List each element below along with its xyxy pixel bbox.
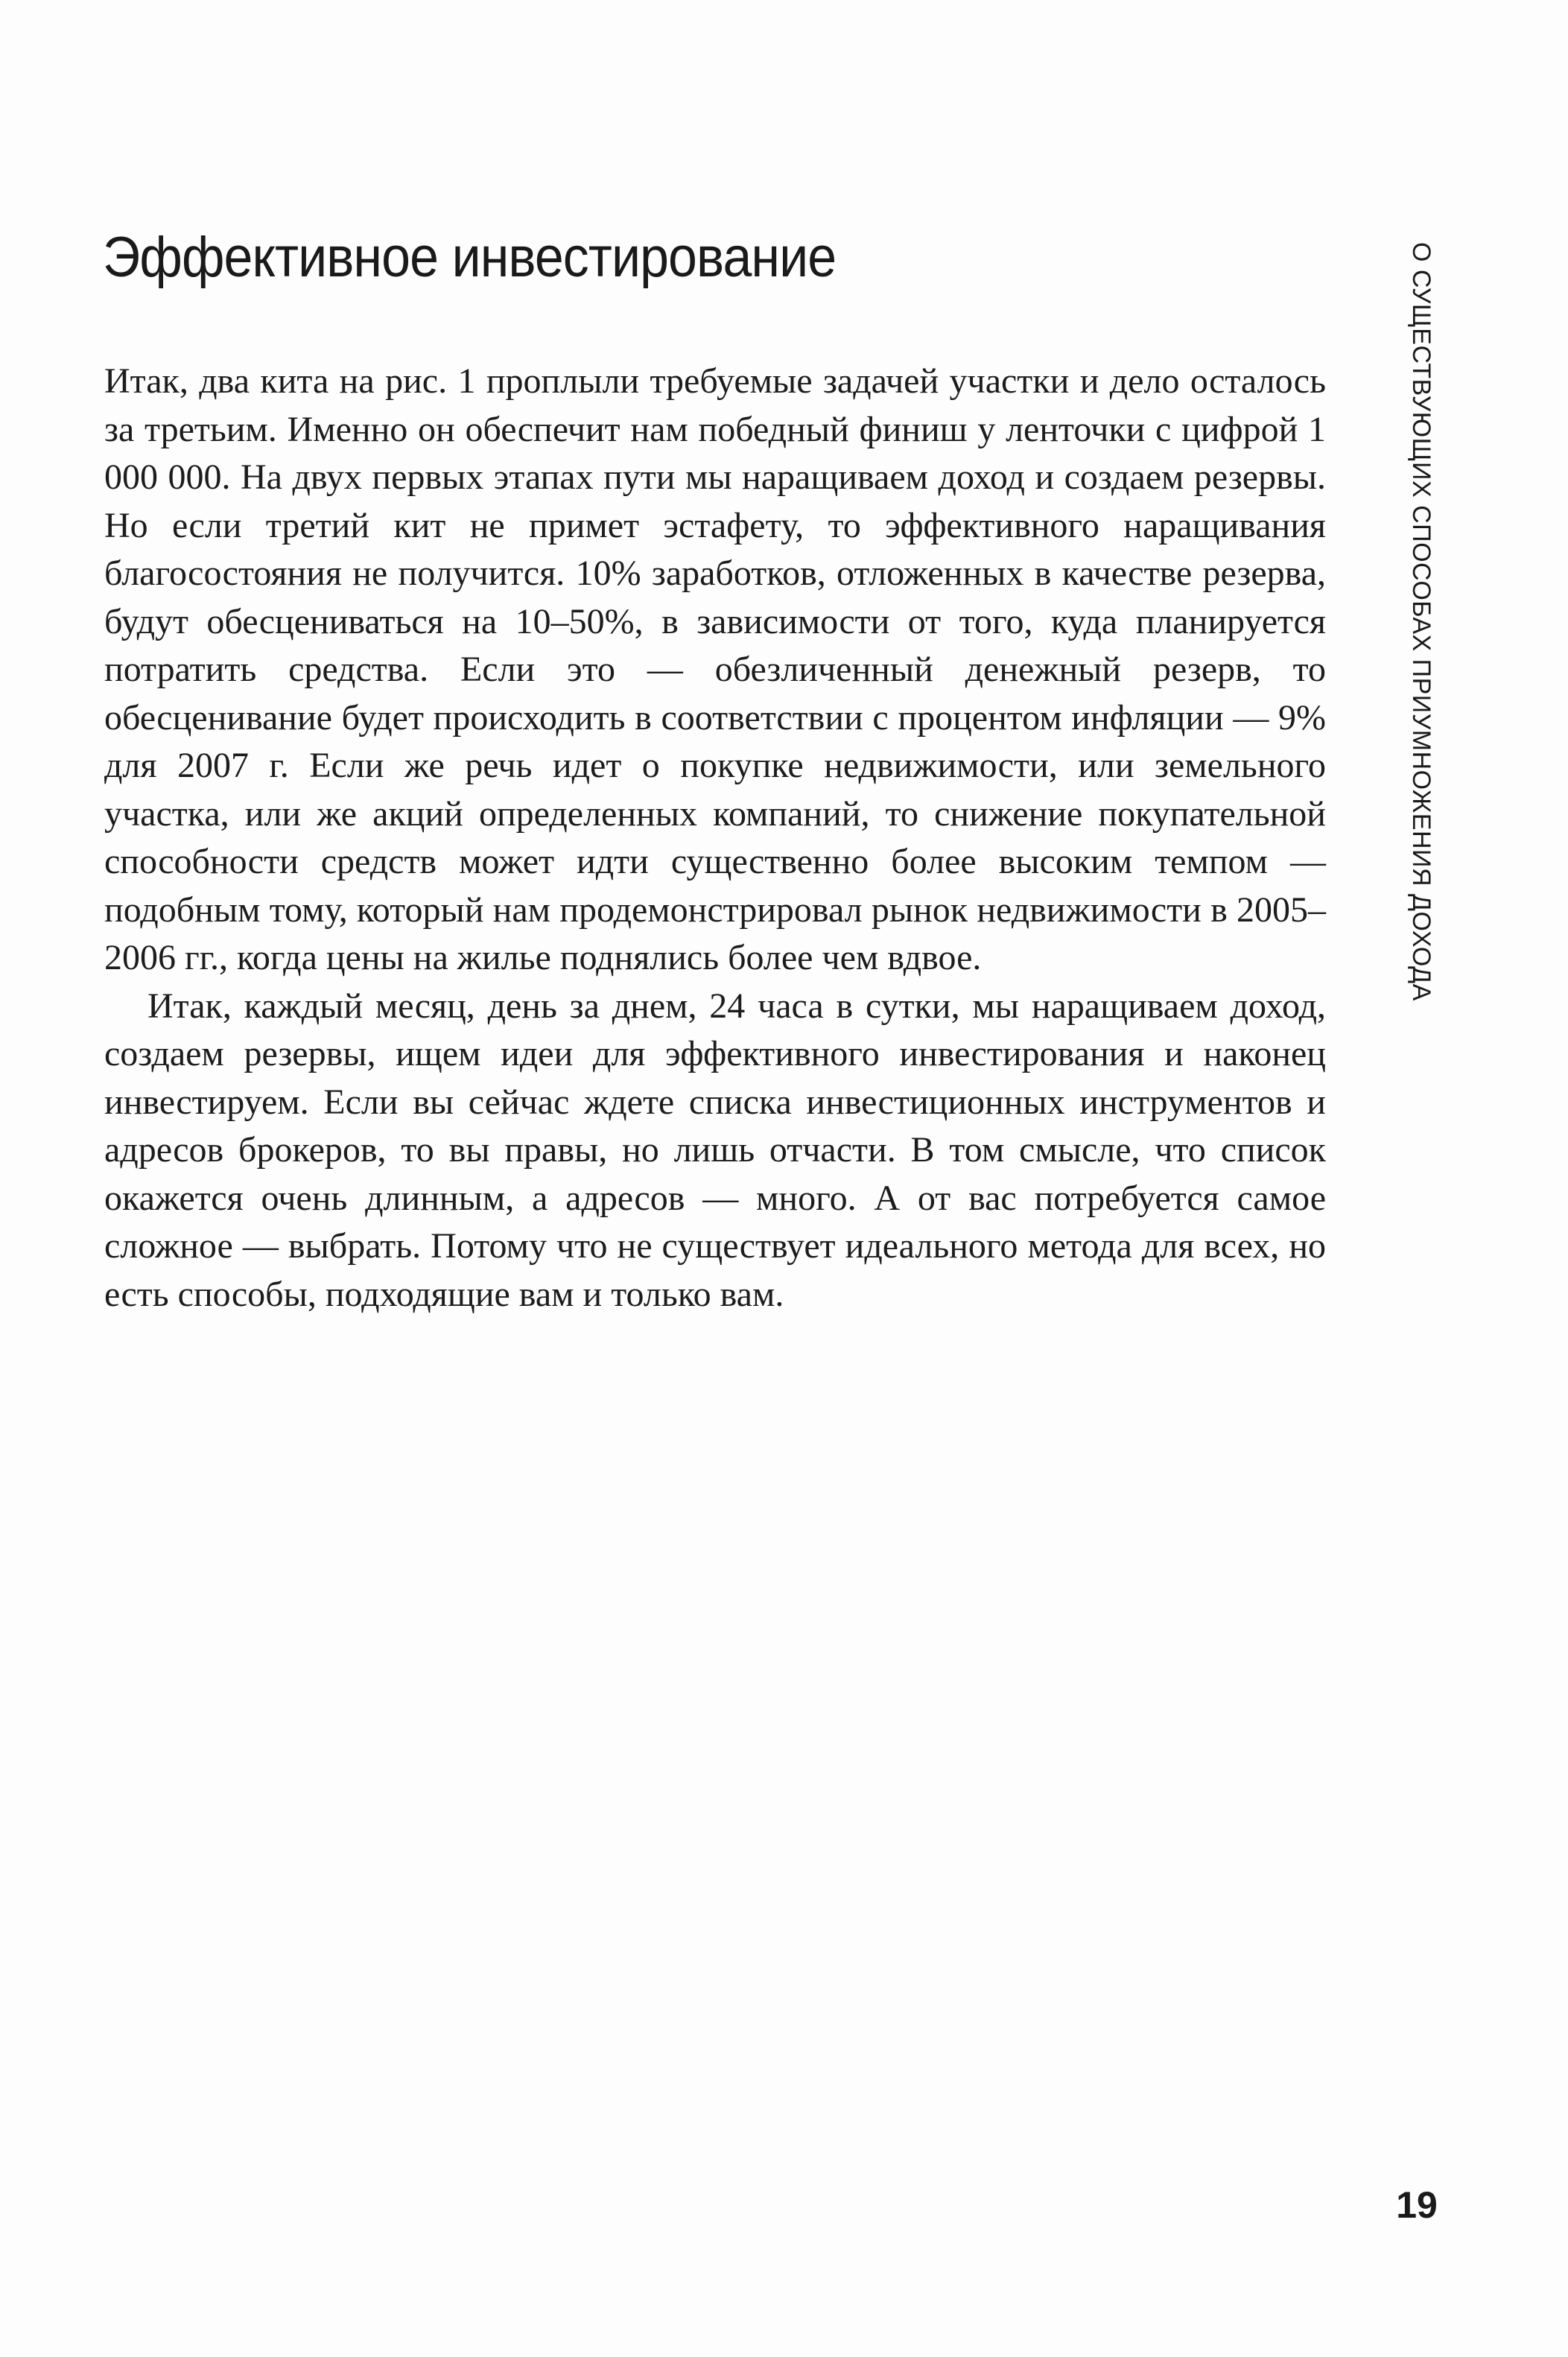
section-heading: Эффективное инвестирование <box>103 226 837 289</box>
body-text <box>104 358 1326 1319</box>
paragraph: Итак, два кита на рис. 1 проплыли требуемые задачей участки и дело осталось за третьим. Именно он обеспечит нам победный финиш у ленточки с цифрой 1 000 000. На двух первых этапах пути мы наращиваем доход и создаем резервы. Но если третий кит не примет эстафету, то эффективного наращивания благосостояния не получится. 10% заработков, отложенных в качестве резерва, будут обесцениваться на 10–50%, в зависимости от того, куда планируется потратить средства. Если это — обезличенный денежный резерв, то обесценивание будет происходить в соответствии с процентом инфляции — 9% для 2007 г. Если же речь идет о покупке недвижимости, или земельного участка, или же акций определенных компаний, то снижение покупательной способности средств может идти существенно более высоким темпом — подобным тому, который нам продемонстрировал рынок недвижимости в 2005–2006 гг., когда цены на жилье поднялись более чем вдвое. <box>104 361 1326 977</box>
running-head: О СУЩЕСТВУЮЩИХ СПОСОБАХ ПРИУМНОЖЕНИЯ ДОХОДА <box>1407 242 1435 1001</box>
page-number: 19 <box>1396 2184 1438 2226</box>
paragraph: Итак, каждый месяц, день за днем, 24 часа в сутки, мы наращиваем доход, создаем резервы, ищем идеи для эффективного инвестирования и наконец инвестируем. Если вы сейчас ждете списка инвестиционных инструментов и адресов брокеров, то вы правы, но лишь отчасти. В том смысле, что список окажется очень длинным, а адресов — много. А от вас потребуется самое сложное — выбрать. Потому что не существует идеального метода для всех, но есть способы, подходящие вам и только вам. <box>104 986 1326 1314</box>
